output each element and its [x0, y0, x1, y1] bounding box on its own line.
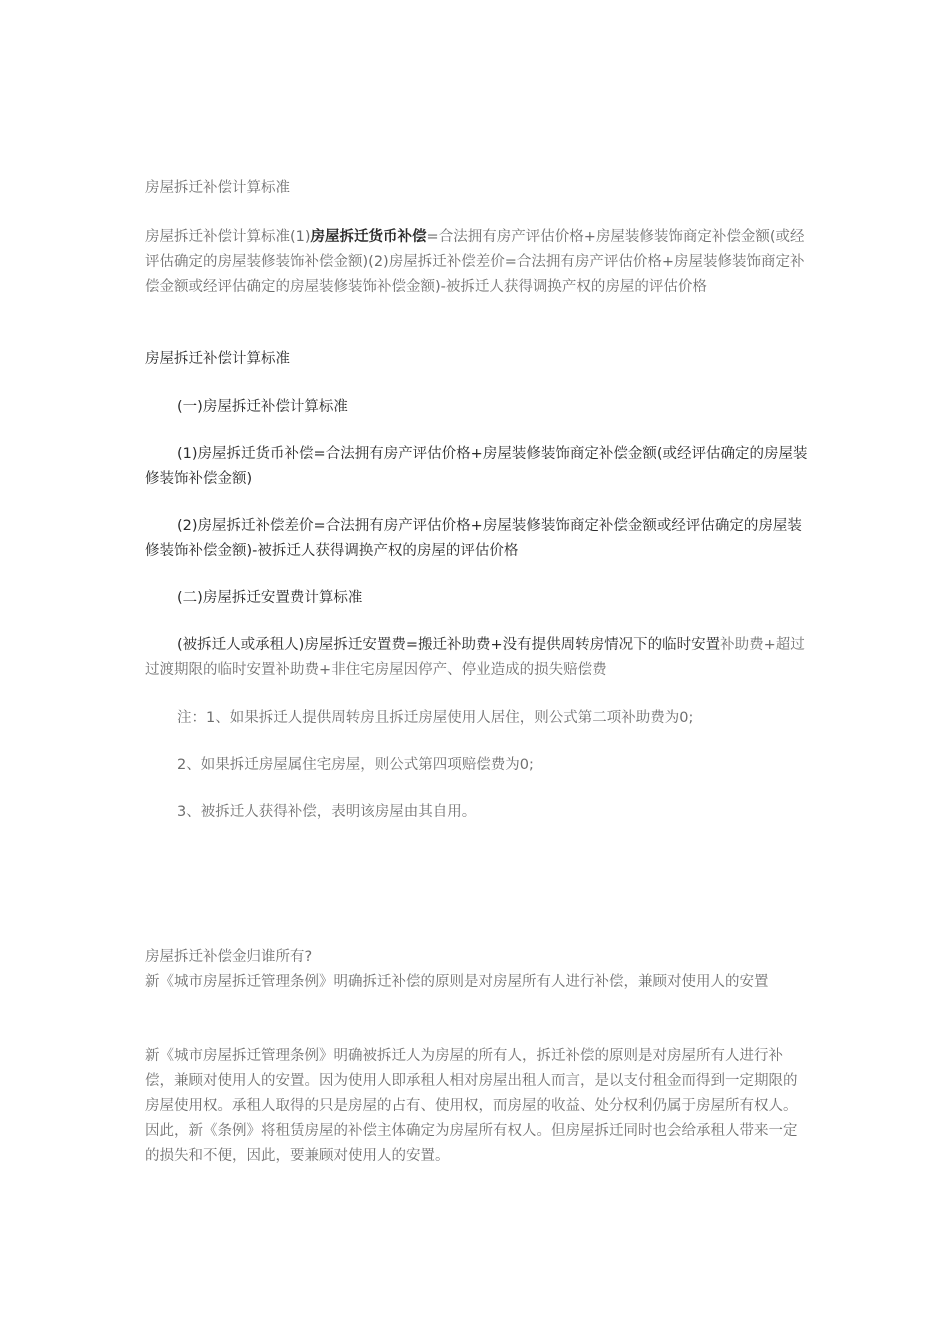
intro-prefix: 房屋拆迁补偿计算标准(1): [145, 229, 311, 245]
note-3: 3、被拆迁人获得补偿，表明该房屋由其自用。: [177, 804, 477, 820]
section-heading: 房屋拆迁补偿计算标准: [145, 351, 290, 367]
relocation-formula: [145, 633, 810, 683]
formula-part-1: (被拆迁人或承租人)房屋拆迁安置费=搬迁补助费+没有提供周转房情况下的临时安置: [177, 637, 721, 653]
section-1-title: (一)房屋拆迁补偿计算标准: [177, 399, 348, 415]
article-2-body: 新《城市房屋拆迁管理条例》明确被拆迁人为房屋的所有人，拆迁补偿的原则是对房屋所有人进行补偿，兼顾对使用人的安置。因为使用人即承租人相对房屋出租人而言，是以支付租金而得到一定期限的房屋使用权。承租人取得的只是房屋的占有、使用权，而房屋的收益、处分权利仍属于房屋所有权人。因此，新《条例》将租赁房屋的补偿主体确定为房屋所有权人。但房屋拆迁同时也会给承租人带来一定的损失和不便，因此，要兼顾对使用人的安置。: [145, 1048, 798, 1164]
article-2-summary: 新《城市房屋拆迁管理条例》明确拆迁补偿的原则是对房屋所有人进行补偿，兼顾对使用人的安置: [145, 974, 769, 990]
formula-item-2: (2)房屋拆迁补偿差价=合法拥有房产评估价格+房屋装修装饰商定补偿金额或经评估确定的房屋装修装饰补偿金额)-被拆迁人获得调换产权的房屋的评估价格: [145, 518, 802, 559]
section-2-title: (二)房屋拆迁安置费计算标准: [177, 590, 363, 606]
article-2-title: 房屋拆迁补偿金归谁所有?: [145, 949, 313, 965]
note-2: 2、如果拆迁房屋属住宅房屋，则公式第四项赔偿费为0;: [177, 757, 534, 773]
intro-bold-term: 房屋拆迁货币补偿: [310, 229, 427, 245]
intro-paragraph: [145, 225, 810, 300]
intro-rest: =合法拥有房产评估价格+房屋装修装饰商定补偿金额(或经评估确定的房屋装修装饰补偿金额)(2)房屋拆迁补偿差价=合法拥有房产评估价格+房屋装修装饰商定补偿金额或经评估确定的房屋装修装饰补偿金额)-被拆迁人获得调换产权的房屋的评估价格: [145, 229, 805, 295]
note-1: 注：1、如果拆迁人提供周转房且拆迁房屋使用人居住，则公式第二项补助费为0;: [177, 710, 694, 726]
formula-part-2: 补助费+超过过渡期限的临时安置补助费+非住宅房屋因停产、停业造成的损失赔偿费: [145, 637, 805, 678]
formula-item-1: (1)房屋拆迁货币补偿=合法拥有房产评估价格+房屋装修装饰商定补偿金额(或经评估确定的房屋装修装饰补偿金额): [145, 446, 808, 487]
doc-title: 房屋拆迁补偿计算标准: [145, 180, 290, 196]
